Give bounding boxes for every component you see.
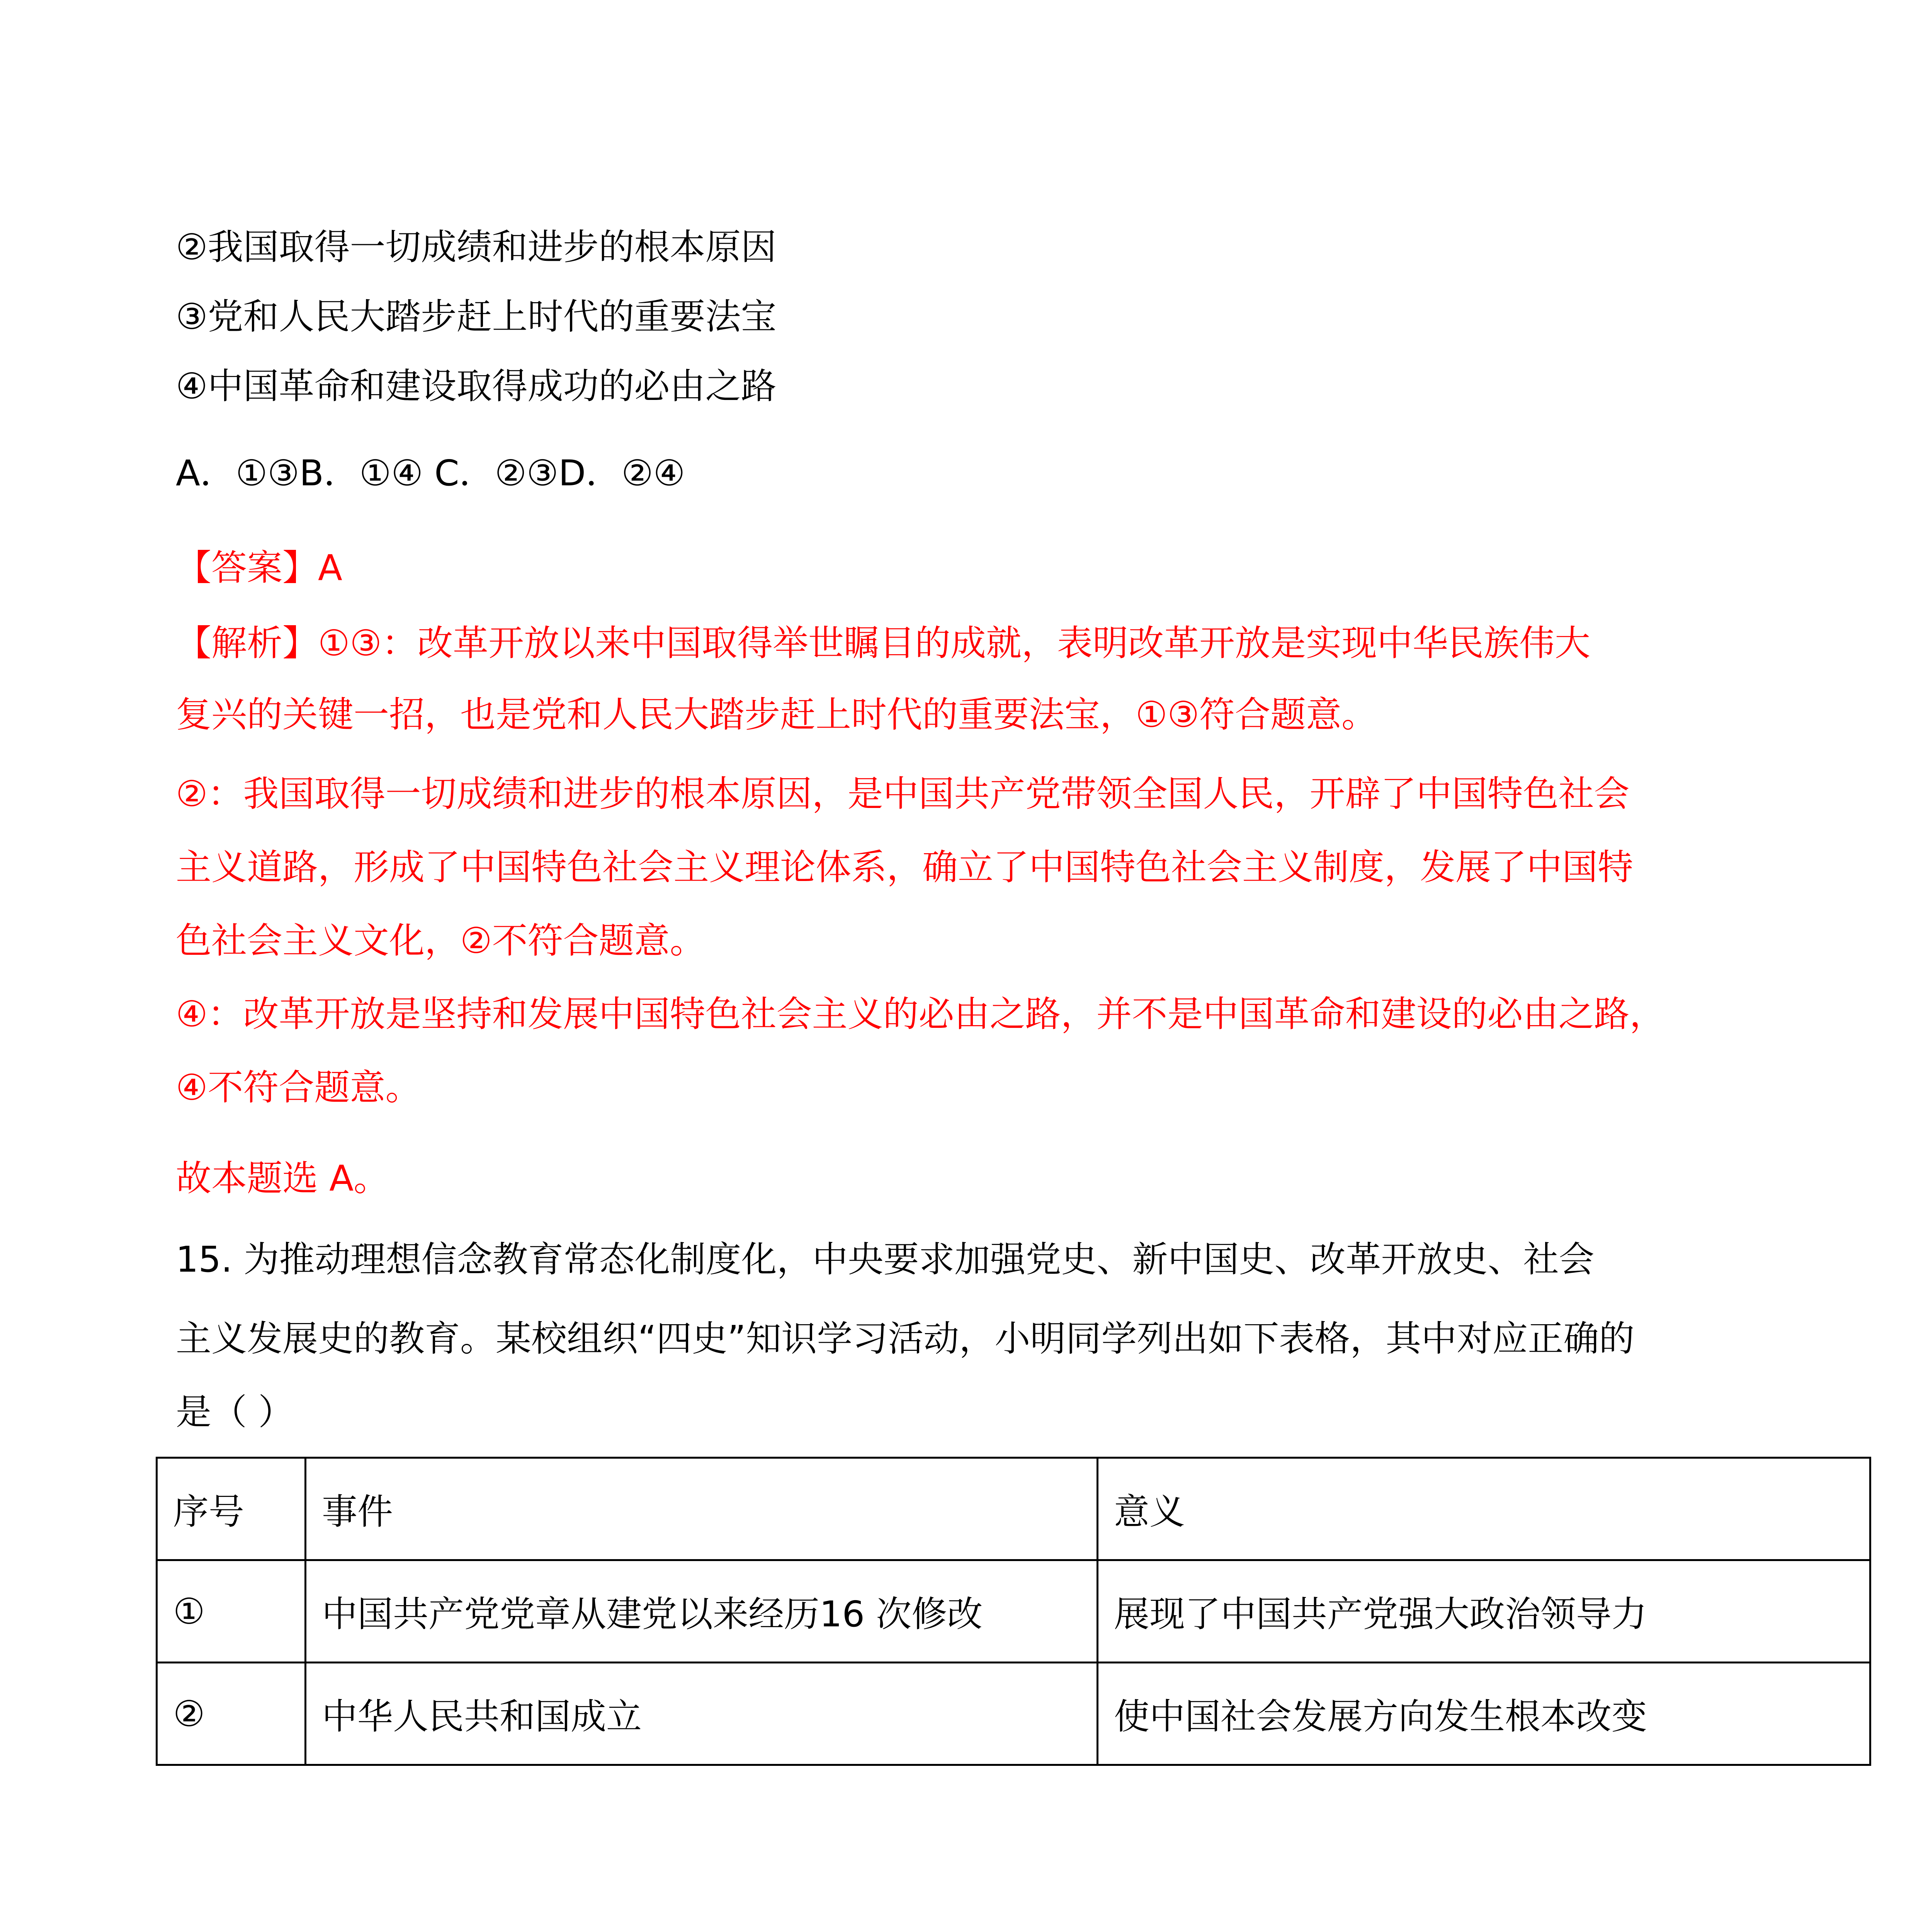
table-header-row [157, 1458, 1870, 1560]
table-row [157, 1663, 1870, 1765]
header-meaning: 意义 [1098, 1458, 1870, 1560]
row-meaning: 展现了中国共产党强大政治领导力 [1098, 1560, 1870, 1663]
option-4: ④中国革命和建设取得成功的必由之路 [176, 366, 777, 407]
option-3: ③党和人民大踏步赶上时代的重要法宝 [176, 296, 777, 337]
analysis-line: 复兴的关键一招，也是党和人民大踏步赶上时代的重要法宝，①③符合题意。 [176, 694, 1377, 735]
row-event: 中华人民共和国成立 [306, 1663, 1098, 1765]
question-15: 15. 为推动理想信念教育常态化制度化，中央要求加强党史、新中国史、改革开放史、社会 [176, 1239, 1595, 1280]
header-event: 事件 [306, 1458, 1098, 1560]
analysis-line: ②：我国取得一切成绩和进步的根本原因，是中国共产党带领全国人民，开辟了中国特色社会 [176, 773, 1630, 815]
analysis-line: ④不符合题意。 [176, 1067, 421, 1108]
analysis-conclusion: 故本题选 A。 [176, 1158, 389, 1199]
analysis-line: ④：改革开放是坚持和发展中国特色社会主义的必由之路，并不是中国革命和建设的必由之路， [176, 993, 1665, 1035]
four-history-table [156, 1457, 1871, 1766]
analysis-line: 主义道路，形成了中国特色社会主义理论体系，确立了中国特色社会主义制度，发展了中国特 [176, 847, 1634, 888]
analysis-line: 【解析】①③：改革开放以来中国取得举世瞩目的成就，表明改革开放是实现中华民族伟大 [176, 622, 1590, 664]
answer-label: 【答案】A [176, 547, 342, 588]
row-index: ① [157, 1560, 306, 1663]
analysis-line: 色社会主义文化，②不符合题意。 [176, 920, 706, 961]
row-event: 中国共产党党章从建党以来经历16 次修改 [306, 1560, 1098, 1663]
row-index: ② [157, 1663, 306, 1765]
question-line: 是（ ） [176, 1391, 294, 1433]
header-index: 序号 [157, 1458, 306, 1560]
row-meaning: 使中国社会发展方向发生根本改变 [1098, 1663, 1870, 1765]
answer-choices: A．①③B．①④ C．②③D．②④ [176, 452, 685, 494]
option-2: ②我国取得一切成绩和进步的根本原因 [176, 226, 777, 268]
question-line: 主义发展史的教育。某校组织“四史”知识学习活动，小明同学列出如下表格，其中对应正确的 [176, 1318, 1635, 1359]
table-row [157, 1560, 1870, 1663]
